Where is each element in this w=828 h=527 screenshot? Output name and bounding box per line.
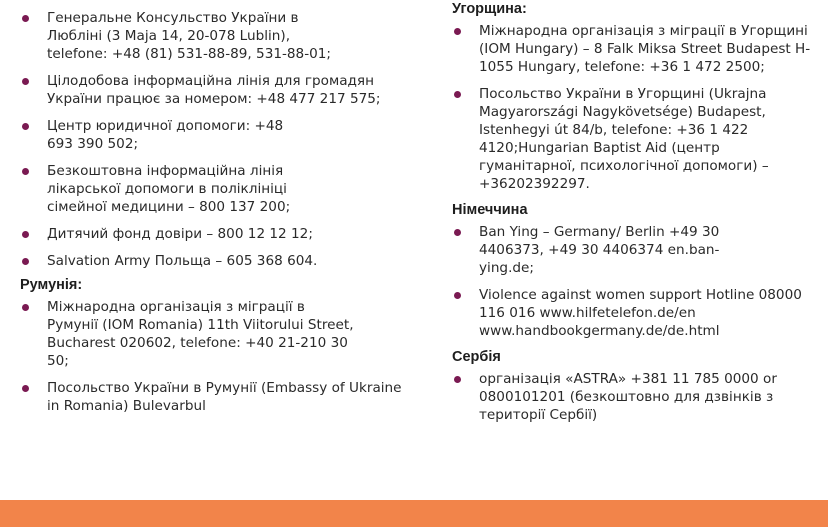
list-item: Генеральне Консульство України в Любліні (3 Maja 14, 20-078 Lublin), telefone: +48 (81) 531-88-89, 531-88-01;: [20, 9, 352, 63]
list-item: Salvation Army Польща – 605 368 604.: [20, 252, 387, 270]
serbia-heading: Сербія: [452, 349, 501, 365]
list-item: Цілодобова інформаційна лінія для громадян України працює за номером: +48 477 217 575;: [20, 72, 387, 108]
list-item: Violence against women support Hotline 08000 116 016 www.hilfetelefon.de/en www.handbookgermany.de/de.html: [452, 286, 809, 340]
footer-bar: [0, 500, 828, 527]
germany-contacts-list: [452, 223, 824, 340]
list-item: організація «ASTRA» +381 11 785 0000 or 0800101201 (безкоштовно для дзвінків з території Сербії): [452, 370, 824, 424]
germany-heading: Німеччина: [452, 202, 528, 218]
hungary-heading: Угорщина:: [452, 1, 527, 17]
right-column: [452, 0, 824, 424]
left-column: [20, 0, 420, 415]
romania-heading: Румунія:: [20, 277, 83, 293]
list-item: Міжнародна організація з міграції в Румунії (IOM Romania) 11th Viitorului Street, Bucharest 020602, telefone: +40 21-210 30 50;: [20, 298, 357, 370]
list-item: Міжнародна організація з міграції в Угорщині (IOM Hungary) – 8 Falk Miksa Street Budapest H-1055 Hungary, telefone: +36 1 472 2500;: [452, 22, 819, 76]
hungary-contacts-list: [452, 22, 824, 193]
list-item: Посольство України в Угорщині (Ukrajna Magyarországi Nagykövetsége) Budapest, Istenhegyi út 84/b, telefone: +36 1 422 4120;Hungarian Baptist Aid (центр гуманітарної, психологічної допомоги) – +36202392297.: [452, 85, 819, 193]
list-item: Центр юридичної допомоги: +48 693 390 502;: [20, 117, 297, 153]
list-item: Дитячий фонд довіри – 800 12 12 12;: [20, 225, 377, 243]
poland-contacts-list: [20, 9, 420, 270]
romania-contacts-list: [20, 298, 420, 415]
list-item: Посольство України в Румунії (Embassy of Ukraine in Romania) Bulevarbul: [20, 379, 412, 415]
serbia-contacts-list: [452, 370, 824, 424]
list-item: Ban Ying – Germany/ Berlin +49 30 4406373, +49 30 4406374 en.ban-ying.de;: [452, 223, 769, 277]
list-item: Безкоштовна інформаційна лінія лікарської допомоги в поліклініці сімейної медицини – 800 137 200;: [20, 162, 342, 216]
